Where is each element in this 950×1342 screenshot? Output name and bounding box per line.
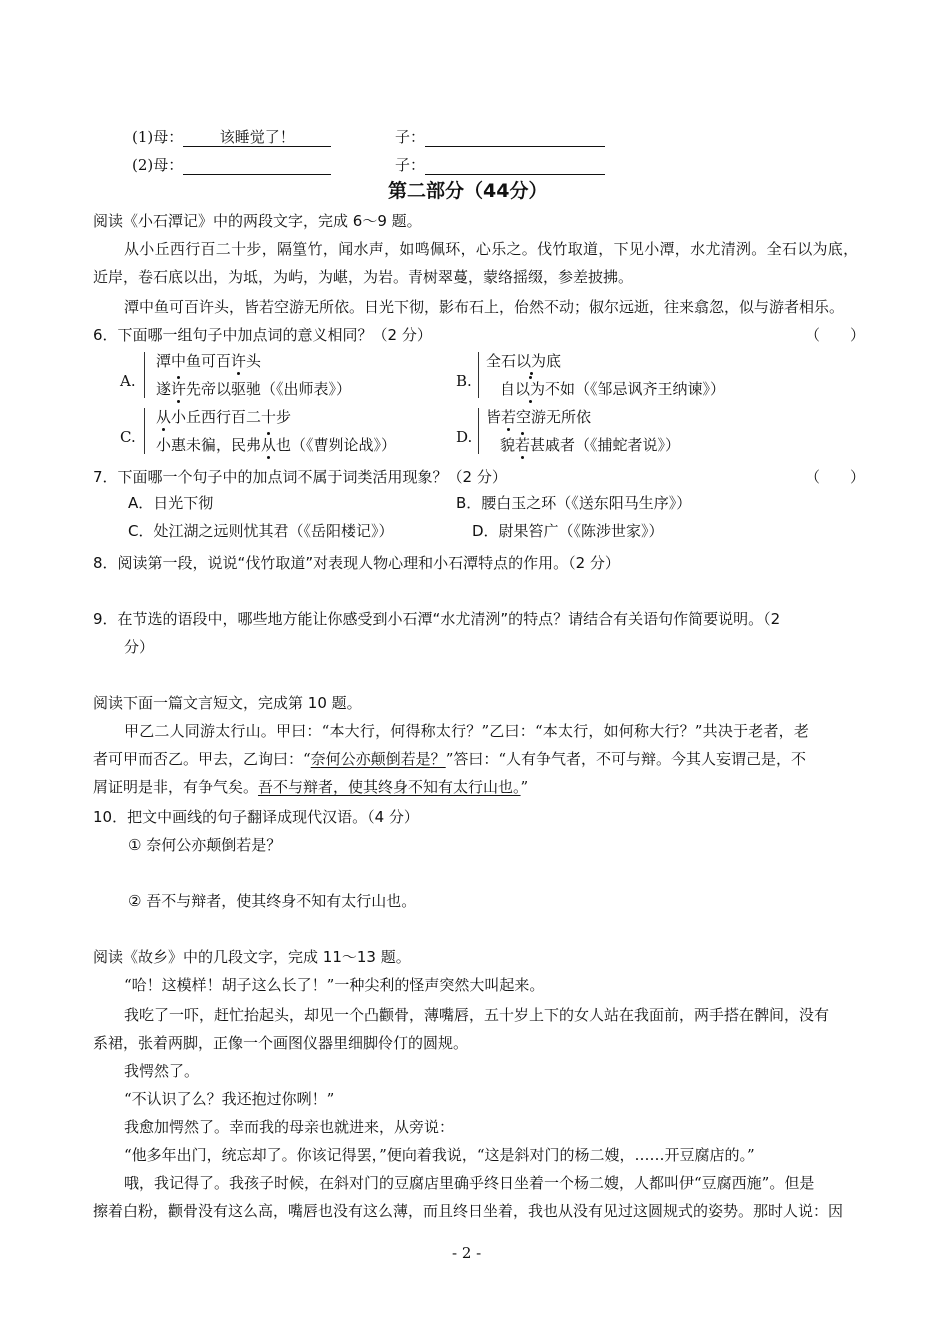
part-title: 第二部分（44分） bbox=[388, 180, 548, 202]
q6-option-d-brace bbox=[478, 408, 479, 454]
q6-option-c-letter[interactable]: C. bbox=[120, 428, 136, 446]
q7-answer-paren[interactable]: （ ） bbox=[805, 468, 866, 486]
q6-option-c-line1: 从小丘西行百二十步 bbox=[156, 408, 292, 426]
reading3-p3: 我愕然了。 bbox=[124, 1062, 200, 1080]
underlined-sentence-1: 奈何公亦颠倒若是？ bbox=[310, 750, 446, 768]
reading1-p2: 潭中鱼可百许头，皆若空游无所依。日光下彻，影布石上，佁然不动；俶尔远逝，往来翕忽，似与游者相乐。 bbox=[124, 298, 845, 316]
reading1-p1-line2: 近岸，卷石底以出，为坻，为屿，为嵁，为岩。青树翠蔓，蒙络摇缀，参差披拂。 bbox=[93, 268, 634, 286]
q6-option-d-letter[interactable]: D. bbox=[456, 428, 473, 446]
q6-answer-paren[interactable]: （ ） bbox=[805, 326, 866, 344]
mother-answer-1[interactable]: 该睡觉了！ bbox=[183, 126, 331, 147]
reading3-p4: “不认识了么？我还抱过你咧！” bbox=[124, 1090, 335, 1108]
q6-option-d-line1: 皆若空游无所依 bbox=[486, 408, 592, 426]
reading2-line2-start: 者可甲而否乙。甲去，乙询曰：“ bbox=[93, 750, 311, 768]
reading1-intro: 阅读《小石潭记》中的两段文字，完成 6～9 题。 bbox=[93, 212, 422, 230]
reading3-intro: 阅读《故乡》中的几段文字，完成 11～13 题。 bbox=[93, 948, 411, 966]
q9-stem-line2: 分） bbox=[124, 638, 155, 656]
reading3-p6: “他多年出门，统忘却了。你该记得罢，”便向着我说，“这是斜对门的杨二嫂，……开豆腐店的。” bbox=[124, 1146, 755, 1164]
reading3-p2-line2: 系裙，张着两脚，正像一个画图仪器里细脚伶仃的圆规。 bbox=[93, 1034, 469, 1052]
reading2-intro: 阅读下面一篇文言短文，完成第 10 题。 bbox=[93, 694, 362, 712]
reading2-line1: 甲乙二人同游太行山。甲曰：“本大行，何得称太行？”乙曰：“本太行，如何称大行？”共决于老者，老 bbox=[124, 722, 810, 740]
child-label-1: 子： bbox=[395, 128, 426, 146]
q6-option-b-letter[interactable]: B. bbox=[456, 372, 472, 390]
q6-option-a-line1: 潭中鱼可百许头 bbox=[156, 352, 262, 370]
q10-sentence-2: ② 吾不与辩者，使其终身不知有太行山也。 bbox=[128, 892, 417, 910]
q7-stem: 7．下面哪一个句子中的加点词不属于词类活用现象？（2 分） bbox=[93, 468, 507, 486]
fill-line-2 bbox=[132, 154, 331, 175]
reading3-p5: 我愈加愕然了。幸而我的母亲也就进来，从旁说： bbox=[124, 1118, 455, 1136]
fill-line-1 bbox=[132, 126, 331, 147]
q10-sentence-1: ① 奈何公亦颠倒若是？ bbox=[128, 836, 282, 854]
q8-stem: 8．阅读第一段，说说“伐竹取道”对表现人物心理和小石潭特点的作用。（2 分） bbox=[93, 554, 620, 572]
q6-option-a-brace bbox=[144, 352, 145, 398]
reading1-p1-line1: 从小丘西行百二十步，隔篁竹，闻水声，如鸣佩环，心乐之。伐竹取道，下见小潭，水尤清洌。全石以为底， bbox=[124, 240, 859, 258]
reading2-line3-start: 屑证明是非，有争气矣。 bbox=[93, 778, 259, 796]
q6-option-a-letter[interactable]: A. bbox=[120, 372, 136, 390]
q6-option-a-line2: 遂许先帝以驱驰（《出师表》） bbox=[156, 380, 352, 398]
q9-stem-line1: 9．在节选的语段中，哪些地方能让你感受到小石潭“水尤清洌”的特点？请结合有关语句作简要说明。（2 bbox=[93, 610, 781, 628]
reading2-line2-end: ”答曰：“人有争气者，不可与辩。今其人妄谓己是，不 bbox=[445, 750, 807, 768]
underlined-sentence-2: 吾不与辩者，使其终身不知有太行山也。 bbox=[258, 778, 521, 796]
q6-option-c-brace bbox=[144, 408, 145, 454]
page-number: - 2 - bbox=[452, 1244, 482, 1262]
mother-answer-2[interactable] bbox=[183, 154, 331, 175]
fill-line-1-label: (1)母： bbox=[132, 128, 184, 146]
q7-option-a[interactable]: A．日光下彻 bbox=[128, 494, 214, 512]
q6-option-d-line2: 貌若甚戚者（《捕蛇者说》） bbox=[500, 436, 681, 454]
q6-stem: 6．下面哪一组句子中加点词的意义相同？（2 分） bbox=[93, 326, 432, 344]
q6-option-b-line2: 自以为不如（《邹忌讽齐王纳谏》） bbox=[500, 380, 726, 398]
q6-option-c-line2: 小惠未徧，民弗从也（《曹刿论战》） bbox=[156, 436, 397, 454]
child-label-2: 子： bbox=[395, 156, 426, 174]
reading2-line3 bbox=[93, 776, 528, 797]
reading3-p2-line1: 我吃了一吓，赶忙抬起头，却见一个凸颧骨，薄嘴唇，五十岁上下的女人站在我面前，两手搭在髀间，没有 bbox=[124, 1006, 830, 1024]
reading2-line3-end: ” bbox=[520, 778, 529, 796]
q7-option-d[interactable]: D．尉果笞广（《陈涉世家》） bbox=[472, 522, 664, 540]
reading2-line2 bbox=[93, 748, 806, 769]
q7-option-c[interactable]: C．处江湖之远则忧其君（《岳阳楼记》） bbox=[128, 522, 394, 540]
child-answer-2[interactable] bbox=[425, 154, 605, 175]
child-line-2 bbox=[395, 154, 605, 175]
q6-option-b-brace bbox=[478, 352, 479, 398]
reading3-p1: “哈！这模样！胡子这么长了！”一种尖利的怪声突然大叫起来。 bbox=[124, 976, 545, 994]
reading3-p7-line1: 哦，我记得了。我孩子时候，在斜对门的豆腐店里确乎终日坐着一个杨二嫂，人都叫伊“豆腐西施”。但是 bbox=[124, 1174, 815, 1192]
reading3-p7-line2: 擦着白粉，颧骨没有这么高，嘴唇也没有这么薄，而且终日坐着，我也从没有见过这圆规式的姿势。那时人说：因 bbox=[93, 1202, 844, 1220]
child-answer-1[interactable] bbox=[425, 126, 605, 147]
q10-stem: 10．把文中画线的句子翻译成现代汉语。（4 分） bbox=[93, 808, 419, 826]
q7-option-b[interactable]: B．腰白玉之环（《送东阳马生序》） bbox=[456, 494, 692, 512]
fill-line-2-label: (2)母： bbox=[132, 156, 184, 174]
child-line-1 bbox=[395, 126, 605, 147]
q6-option-b-line1: 全石以为底 bbox=[486, 352, 562, 370]
